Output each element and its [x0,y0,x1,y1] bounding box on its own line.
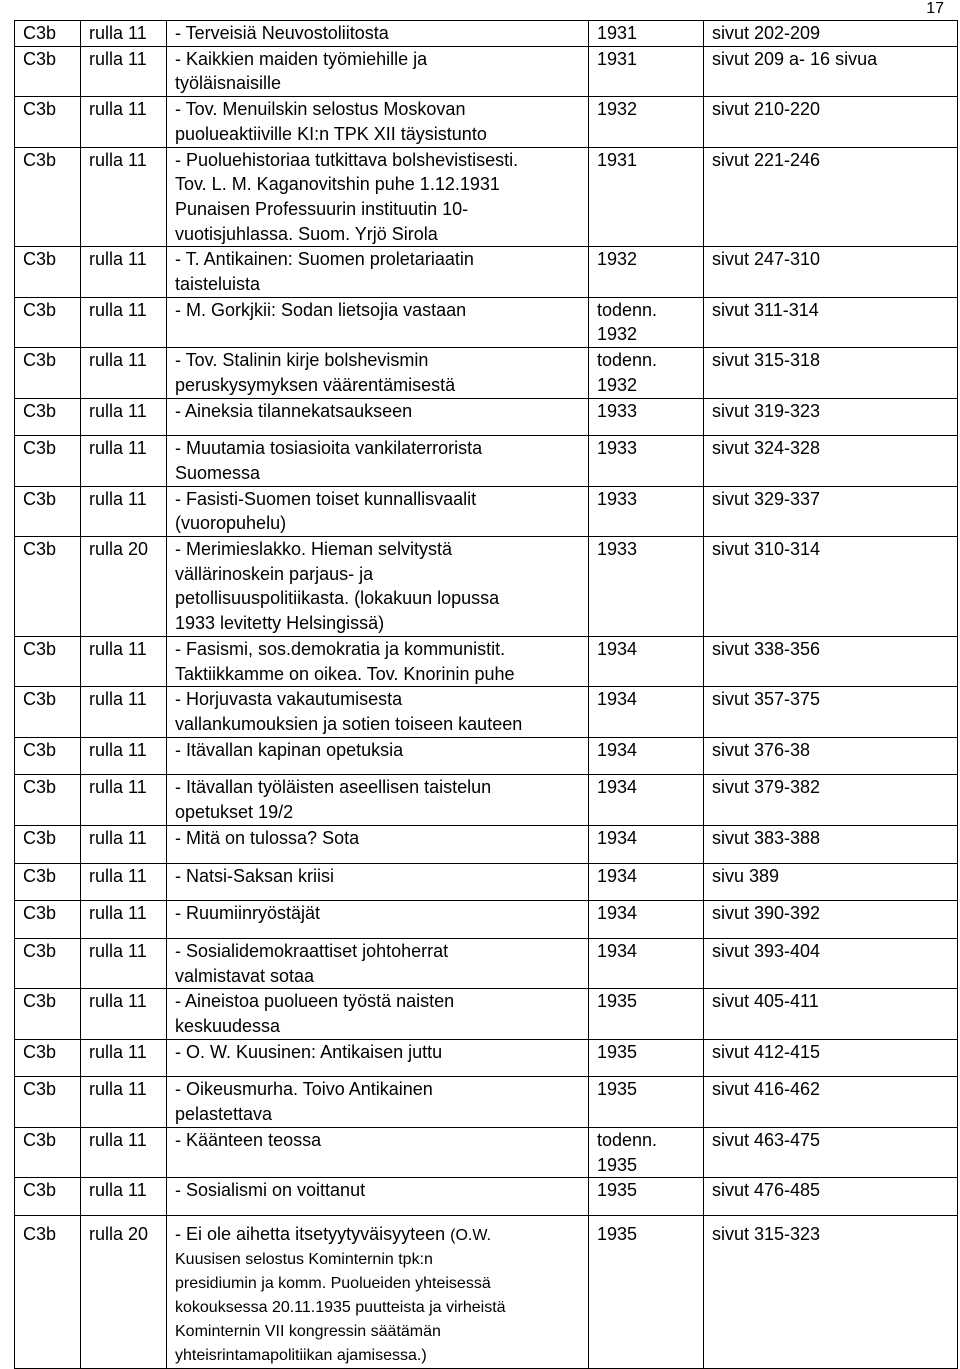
microfilm-reel-cell: rulla 11 [81,46,167,96]
microfilm-reel-cell: rulla 11 [81,398,167,436]
page-number: 17 [926,0,944,17]
table-row [15,46,958,96]
archive-code-cell: C3b [15,938,81,988]
page-range-cell: sivut 376-38 [704,737,958,775]
document-title-cell: - Mitä on tulossa? Sota [167,825,589,863]
document-title-cell: - Fasismi, sos.demokratia ja kommunistit. Taktiikkamme on oikea. Tov. Knorinin puhe [167,636,589,686]
microfilm-reel-cell: rulla 11 [81,687,167,737]
archive-code-cell: C3b [15,348,81,398]
archive-code-cell: C3b [15,1077,81,1127]
table-row [15,247,958,297]
archive-code-cell: C3b [15,247,81,297]
year-cell: 1934 [589,636,704,686]
archive-code-cell: C3b [15,398,81,436]
microfilm-reel-cell: rulla 20 [81,1215,167,1368]
microfilm-reel-cell: rulla 11 [81,1178,167,1216]
page-range-cell: sivut 390-392 [704,901,958,939]
year-cell: 1935 [589,989,704,1039]
archive-code-cell: C3b [15,775,81,825]
document-title-cell: - O. W. Kuusinen: Antikaisen juttu [167,1039,589,1077]
document-title-cell: - Käänteen teossa [167,1127,589,1177]
document-title-cell [167,1215,589,1368]
table-row [15,775,958,825]
document-title-cell: - Terveisiä Neuvostoliitosta [167,21,589,47]
page-range-cell: sivut 315-323 [704,1215,958,1368]
archive-code-cell: C3b [15,863,81,901]
page-range-cell: sivut 383-388 [704,825,958,863]
year-cell: 1935 [589,1178,704,1216]
page-range-cell: sivut 202-209 [704,21,958,47]
year-cell: 1935 [589,1215,704,1368]
year-cell: 1932 [589,247,704,297]
document-title-cell: - Aineistoa puolueen työstä naisten keskuudessa [167,989,589,1039]
page-range-cell: sivut 416-462 [704,1077,958,1127]
document-title-cell: - Itävallan kapinan opetuksia [167,737,589,775]
document-title-cell: - T. Antikainen: Suomen proletariaatin taisteluista [167,247,589,297]
document-title-cell: - Kaikkien maiden työmiehille ja työläisnaisille [167,46,589,96]
microfilm-reel-cell: rulla 11 [81,147,167,247]
document-title-cell: - Itävallan työläisten aseellisen taistelun opetukset 19/2 [167,775,589,825]
page-range-cell: sivut 405-411 [704,989,958,1039]
year-cell: todenn. 1932 [589,297,704,347]
year-cell: 1934 [589,863,704,901]
microfilm-reel-cell: rulla 11 [81,737,167,775]
year-cell: 1934 [589,687,704,737]
table-row [15,636,958,686]
table-row [15,989,958,1039]
document-title-cell: - Puoluehistoriaa tutkittava bolshevistisesti. Tov. L. M. Kaganovitshin puhe 1.12.1931 Punaisen Professuurin instituutin 10- vuotisjuhlassa. Suom. Yrjö Sirola [167,147,589,247]
document-title-cell: - Natsi-Saksan kriisi [167,863,589,901]
table-row [15,737,958,775]
year-cell: todenn. 1935 [589,1127,704,1177]
document-title-cell: - Ruumiinryöstäjät [167,901,589,939]
page-range-cell: sivut 315-318 [704,348,958,398]
archive-code-cell: C3b [15,989,81,1039]
table-row [15,97,958,147]
archive-code-cell: C3b [15,901,81,939]
page-range-cell: sivut 412-415 [704,1039,958,1077]
microfilm-reel-cell: rulla 11 [81,863,167,901]
catalog-body [15,21,958,1369]
year-cell: 1933 [589,436,704,486]
page-range-cell: sivut 209 a- 16 sivua [704,46,958,96]
archive-code-cell: C3b [15,737,81,775]
microfilm-reel-cell: rulla 11 [81,775,167,825]
document-title-cell: - Fasisti-Suomen toiset kunnallisvaalit (vuoropuhelu) [167,486,589,536]
archive-code-cell: C3b [15,297,81,347]
year-cell: 1934 [589,737,704,775]
year-cell: 1933 [589,486,704,536]
microfilm-reel-cell: rulla 11 [81,989,167,1039]
archive-code-cell: C3b [15,21,81,47]
archive-code-cell: C3b [15,97,81,147]
year-cell: 1931 [589,21,704,47]
microfilm-reel-cell: rulla 11 [81,636,167,686]
title-main-text: - Ei ole aihetta itsetyytyväisyyteen [175,1223,451,1244]
page-range-cell: sivut 210-220 [704,97,958,147]
document-title-cell: - Horjuvasta vakautumisesta vallankumouksien ja sotien toiseen kauteen [167,687,589,737]
table-row [15,687,958,737]
table-row [15,901,958,939]
page-range-cell: sivut 476-485 [704,1178,958,1216]
microfilm-reel-cell: rulla 11 [81,297,167,347]
microfilm-reel-cell: rulla 11 [81,97,167,147]
year-cell: 1931 [589,46,704,96]
table-row [15,348,958,398]
year-cell: todenn. 1932 [589,348,704,398]
archive-code-cell: C3b [15,1039,81,1077]
page-range-cell: sivut 357-375 [704,687,958,737]
year-cell: 1933 [589,537,704,637]
table-row [15,1215,958,1368]
page-range-cell: sivut 393-404 [704,938,958,988]
table-row [15,825,958,863]
archive-code-cell: C3b [15,1127,81,1177]
microfilm-reel-cell: rulla 11 [81,486,167,536]
table-row [15,297,958,347]
document-title-cell: - M. Gorkjkii: Sodan lietsojia vastaan [167,297,589,347]
year-cell: 1934 [589,825,704,863]
page-range-cell: sivut 221-246 [704,147,958,247]
microfilm-reel-cell: rulla 11 [81,1077,167,1127]
archive-code-cell: C3b [15,537,81,637]
table-row [15,863,958,901]
page-range-cell: sivut 379-382 [704,775,958,825]
microfilm-reel-cell: rulla 11 [81,1127,167,1177]
year-cell: 1931 [589,147,704,247]
document-title-cell: - Sosialidemokraattiset johtoherrat valmistavat sotaa [167,938,589,988]
page-range-cell: sivut 247-310 [704,247,958,297]
microfilm-reel-cell: rulla 11 [81,901,167,939]
archive-catalog-table [14,20,958,1369]
table-row [15,1039,958,1077]
page-range-cell: sivut 319-323 [704,398,958,436]
table-row [15,436,958,486]
page-range-cell: sivut 310-314 [704,537,958,637]
page-range-cell: sivut 329-337 [704,486,958,536]
title-note-rest: Kuusisen selostus Kominternin tpk:n presidiumin ja komm. Puolueiden yhteisessä kokouksessa 20.11.1935 puutteista ja virheistä Kominternin VII kongressin säätämän yhteisrintamapolitiikan ajamisessa.) [175,1250,506,1364]
year-cell: 1933 [589,398,704,436]
page-range-cell: sivut 324-328 [704,436,958,486]
table-row [15,1127,958,1177]
document-title-cell: - Aineksia tilannekatsaukseen [167,398,589,436]
microfilm-reel-cell: rulla 11 [81,1039,167,1077]
table-row [15,1077,958,1127]
document-title-cell: - Tov. Menuilskin selostus Moskovan puolueaktiiville KI:n TPK XII täysistunto [167,97,589,147]
year-cell: 1934 [589,901,704,939]
archive-code-cell: C3b [15,436,81,486]
archive-code-cell: C3b [15,46,81,96]
archive-code-cell: C3b [15,687,81,737]
page-range-cell: sivu 389 [704,863,958,901]
table-row [15,147,958,247]
year-cell: 1935 [589,1077,704,1127]
archive-code-cell: C3b [15,486,81,536]
year-cell: 1934 [589,938,704,988]
year-cell: 1934 [589,775,704,825]
document-title-cell: - Sosialismi on voittanut [167,1178,589,1216]
table-row [15,398,958,436]
year-cell: 1932 [589,97,704,147]
document-title-cell: - Oikeusmurha. Toivo Antikainen pelastettava [167,1077,589,1127]
microfilm-reel-cell: rulla 11 [81,247,167,297]
page-range-cell: sivut 338-356 [704,636,958,686]
page-range-cell: sivut 311-314 [704,297,958,347]
table-row [15,938,958,988]
archive-code-cell: C3b [15,636,81,686]
microfilm-reel-cell: rulla 11 [81,825,167,863]
archive-code-cell: C3b [15,1215,81,1368]
archive-code-cell: C3b [15,1178,81,1216]
title-note-start: (O.W. [450,1226,492,1244]
table-row [15,21,958,47]
microfilm-reel-cell: rulla 11 [81,21,167,47]
archive-code-cell: C3b [15,147,81,247]
year-cell: 1935 [589,1039,704,1077]
table-row [15,486,958,536]
microfilm-reel-cell: rulla 11 [81,938,167,988]
archive-code-cell: C3b [15,825,81,863]
table-row [15,1178,958,1216]
document-title-cell: - Muutamia tosiasioita vankilaterrorista Suomessa [167,436,589,486]
microfilm-reel-cell: rulla 11 [81,436,167,486]
table-row [15,537,958,637]
microfilm-reel-cell: rulla 11 [81,348,167,398]
document-title-cell: - Tov. Stalinin kirje bolshevismin peruskysymyksen väärentämisestä [167,348,589,398]
page-range-cell: sivut 463-475 [704,1127,958,1177]
microfilm-reel-cell: rulla 20 [81,537,167,637]
document-title-cell: - Merimieslakko. Hieman selvitystä vällärinoskein parjaus- ja petollisuuspolitiikasta. (lokakuun lopussa 1933 levitetty Helsingissä) [167,537,589,637]
